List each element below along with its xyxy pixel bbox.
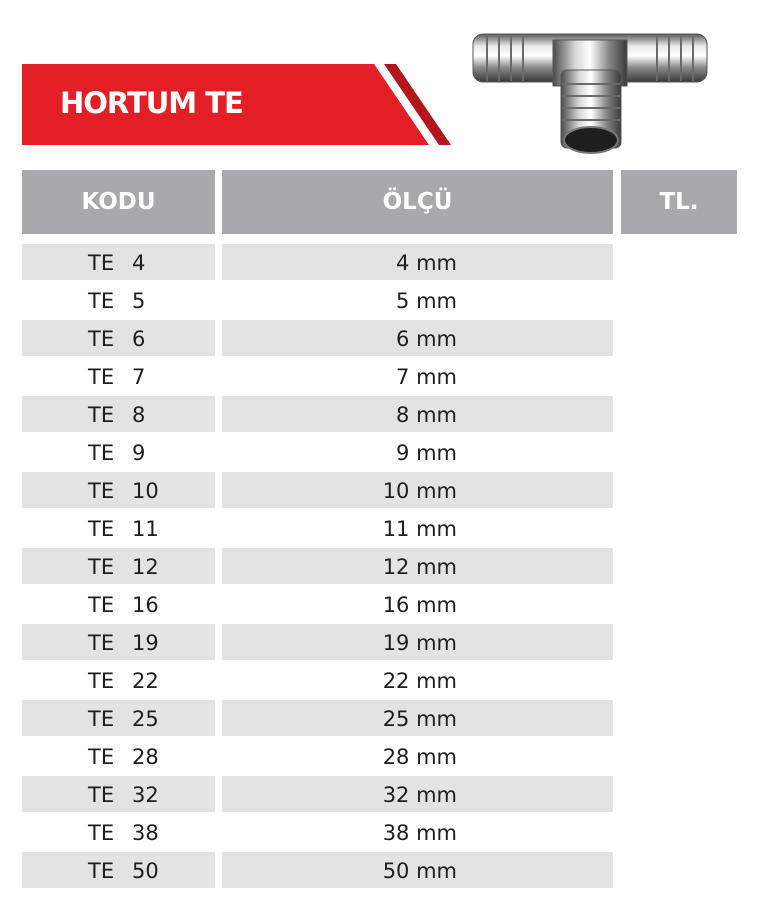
table-row [22, 547, 613, 585]
table-row [22, 851, 613, 889]
brass-tee-fitting-icon [465, 22, 715, 158]
code-cell [22, 472, 215, 508]
code-prefix: TE [88, 479, 115, 503]
page-title: HORTUM TE [60, 86, 243, 120]
code-cell [22, 814, 215, 850]
code-prefix: TE [88, 669, 115, 693]
size-value: 28 mm [382, 745, 457, 769]
code-prefix: TE [88, 251, 115, 275]
size-value: 32 mm [382, 783, 457, 807]
code-number: 9 [132, 441, 146, 465]
size-value: 22 mm [382, 669, 457, 693]
code-cell [22, 396, 215, 432]
table-row [22, 737, 613, 775]
code-number: 50 [132, 859, 159, 883]
size-value: 4 mm [396, 251, 457, 275]
size-cell [222, 358, 613, 394]
size-cell [222, 244, 613, 280]
table-row [22, 699, 613, 737]
size-cell [222, 662, 613, 698]
code-prefix: TE [88, 859, 115, 883]
title-banner [22, 64, 452, 145]
code-prefix: TE [88, 783, 115, 807]
code-prefix: TE [88, 593, 115, 617]
size-value: 6 mm [396, 327, 457, 351]
size-cell [222, 586, 613, 622]
table-row [22, 661, 613, 699]
code-number: 8 [132, 403, 146, 427]
table-row [22, 775, 613, 813]
code-prefix: TE [88, 403, 115, 427]
code-prefix: TE [88, 631, 115, 655]
column-header-price: TL. [621, 170, 737, 234]
table-row [22, 395, 613, 433]
size-value: 19 mm [382, 631, 457, 655]
code-cell [22, 434, 215, 470]
product-table [22, 243, 613, 889]
size-cell [222, 738, 613, 774]
size-cell [222, 548, 613, 584]
code-prefix: TE [88, 745, 115, 769]
code-prefix: TE [88, 327, 115, 351]
size-value: 7 mm [396, 365, 457, 389]
code-cell [22, 244, 215, 280]
code-number: 25 [132, 707, 159, 731]
code-number: 16 [132, 593, 159, 617]
code-number: 11 [132, 517, 159, 541]
code-cell [22, 624, 215, 660]
code-cell [22, 510, 215, 546]
table-row [22, 585, 613, 623]
code-number: 19 [132, 631, 159, 655]
size-value: 25 mm [382, 707, 457, 731]
size-value: 50 mm [382, 859, 457, 883]
size-cell [222, 510, 613, 546]
code-number: 7 [132, 365, 146, 389]
code-cell [22, 700, 215, 736]
size-cell [222, 320, 613, 356]
code-cell [22, 662, 215, 698]
size-value: 8 mm [396, 403, 457, 427]
code-prefix: TE [88, 289, 115, 313]
size-cell [222, 472, 613, 508]
code-prefix: TE [88, 555, 115, 579]
code-prefix: TE [88, 821, 115, 845]
code-cell [22, 776, 215, 812]
code-number: 32 [132, 783, 159, 807]
size-cell [222, 852, 613, 888]
table-row [22, 357, 613, 395]
code-cell [22, 738, 215, 774]
size-cell [222, 396, 613, 432]
code-prefix: TE [88, 517, 115, 541]
column-header-size: ÖLÇÜ [222, 170, 613, 234]
size-cell [222, 282, 613, 318]
table-row [22, 509, 613, 547]
table-row [22, 243, 613, 281]
table-row [22, 433, 613, 471]
code-cell [22, 358, 215, 394]
table-row [22, 471, 613, 509]
size-value: 9 mm [396, 441, 457, 465]
code-cell [22, 852, 215, 888]
table-row [22, 281, 613, 319]
code-number: 5 [132, 289, 146, 313]
size-cell [222, 434, 613, 470]
code-number: 10 [132, 479, 159, 503]
code-number: 22 [132, 669, 159, 693]
code-cell [22, 586, 215, 622]
code-cell [22, 320, 215, 356]
code-number: 12 [132, 555, 159, 579]
size-cell [222, 814, 613, 850]
size-value: 11 mm [382, 517, 457, 541]
size-cell [222, 624, 613, 660]
code-prefix: TE [88, 365, 115, 389]
table-row [22, 813, 613, 851]
code-prefix: TE [88, 707, 115, 731]
code-number: 6 [132, 327, 146, 351]
size-cell [222, 700, 613, 736]
code-number: 38 [132, 821, 159, 845]
table-row [22, 319, 613, 357]
size-value: 5 mm [396, 289, 457, 313]
code-prefix: TE [88, 441, 115, 465]
size-cell [222, 776, 613, 812]
code-number: 4 [132, 251, 146, 275]
code-cell [22, 282, 215, 318]
code-cell [22, 548, 215, 584]
table-row [22, 623, 613, 661]
size-value: 12 mm [382, 555, 457, 579]
code-number: 28 [132, 745, 159, 769]
size-value: 16 mm [382, 593, 457, 617]
size-value: 38 mm [382, 821, 457, 845]
size-value: 10 mm [382, 479, 457, 503]
column-header-code: KODU [22, 170, 215, 234]
